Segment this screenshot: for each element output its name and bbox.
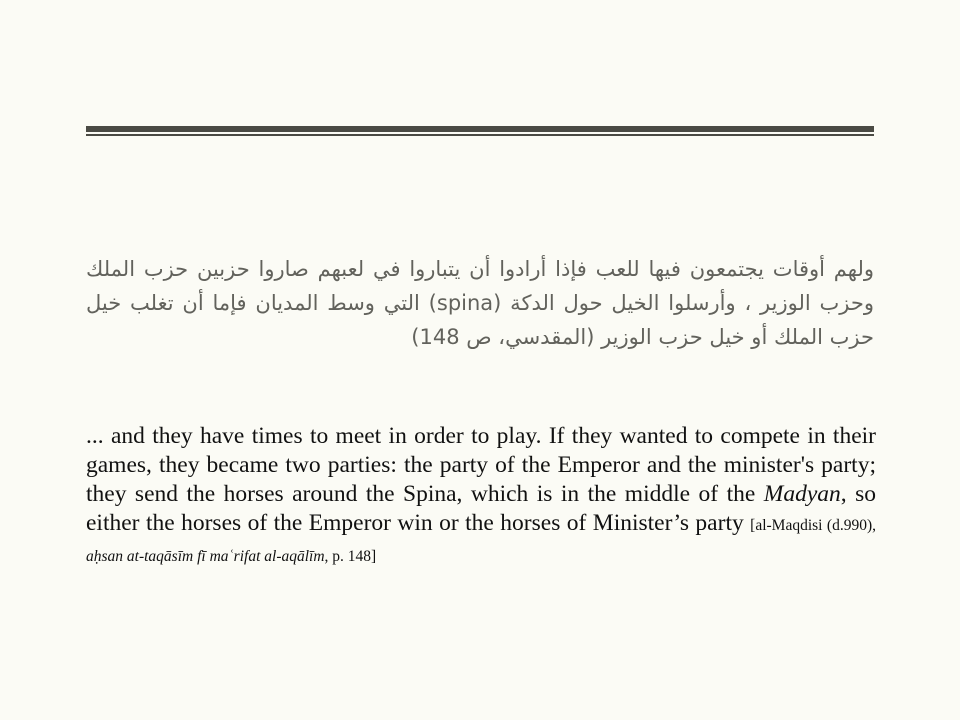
english-translation (86, 422, 876, 571)
arabic-quote: ولهم أوقات يجتمعون فيها للعب فإذا أرادوا أن يتباروا في لعبهم صاروا حزبين حزب الملك وحزب الوزير ، وأرسلوا الخيل حول الدكة (spina) التي وسط المديان فإما أن تغلب خيل حزب الملك أو خيل حزب الوزير (المقدسي، ص 148) (86, 257, 875, 349)
citation-title: aḥsan at-taqāsīm fī maʿrifat al-aqālīm (86, 548, 325, 565)
citation-close: , p. 148] (324, 548, 377, 565)
madyan-term: Madyan (763, 481, 841, 507)
translation-text-part1: ... and they have times to meet in order to play. If they wanted to compete in their games, they became two parties: the party of the Emperor and the minister's party; they send the horses around the Spina, which is in the middle of the (86, 423, 876, 507)
header-rule-thin (86, 134, 874, 136)
header-rule-thick (86, 126, 874, 132)
citation-open: [al-Maqdisi (d.990), (750, 517, 877, 534)
translation-text-part2: , so either the horses of the Emperor win or the horses of Minister’s party (86, 481, 876, 536)
